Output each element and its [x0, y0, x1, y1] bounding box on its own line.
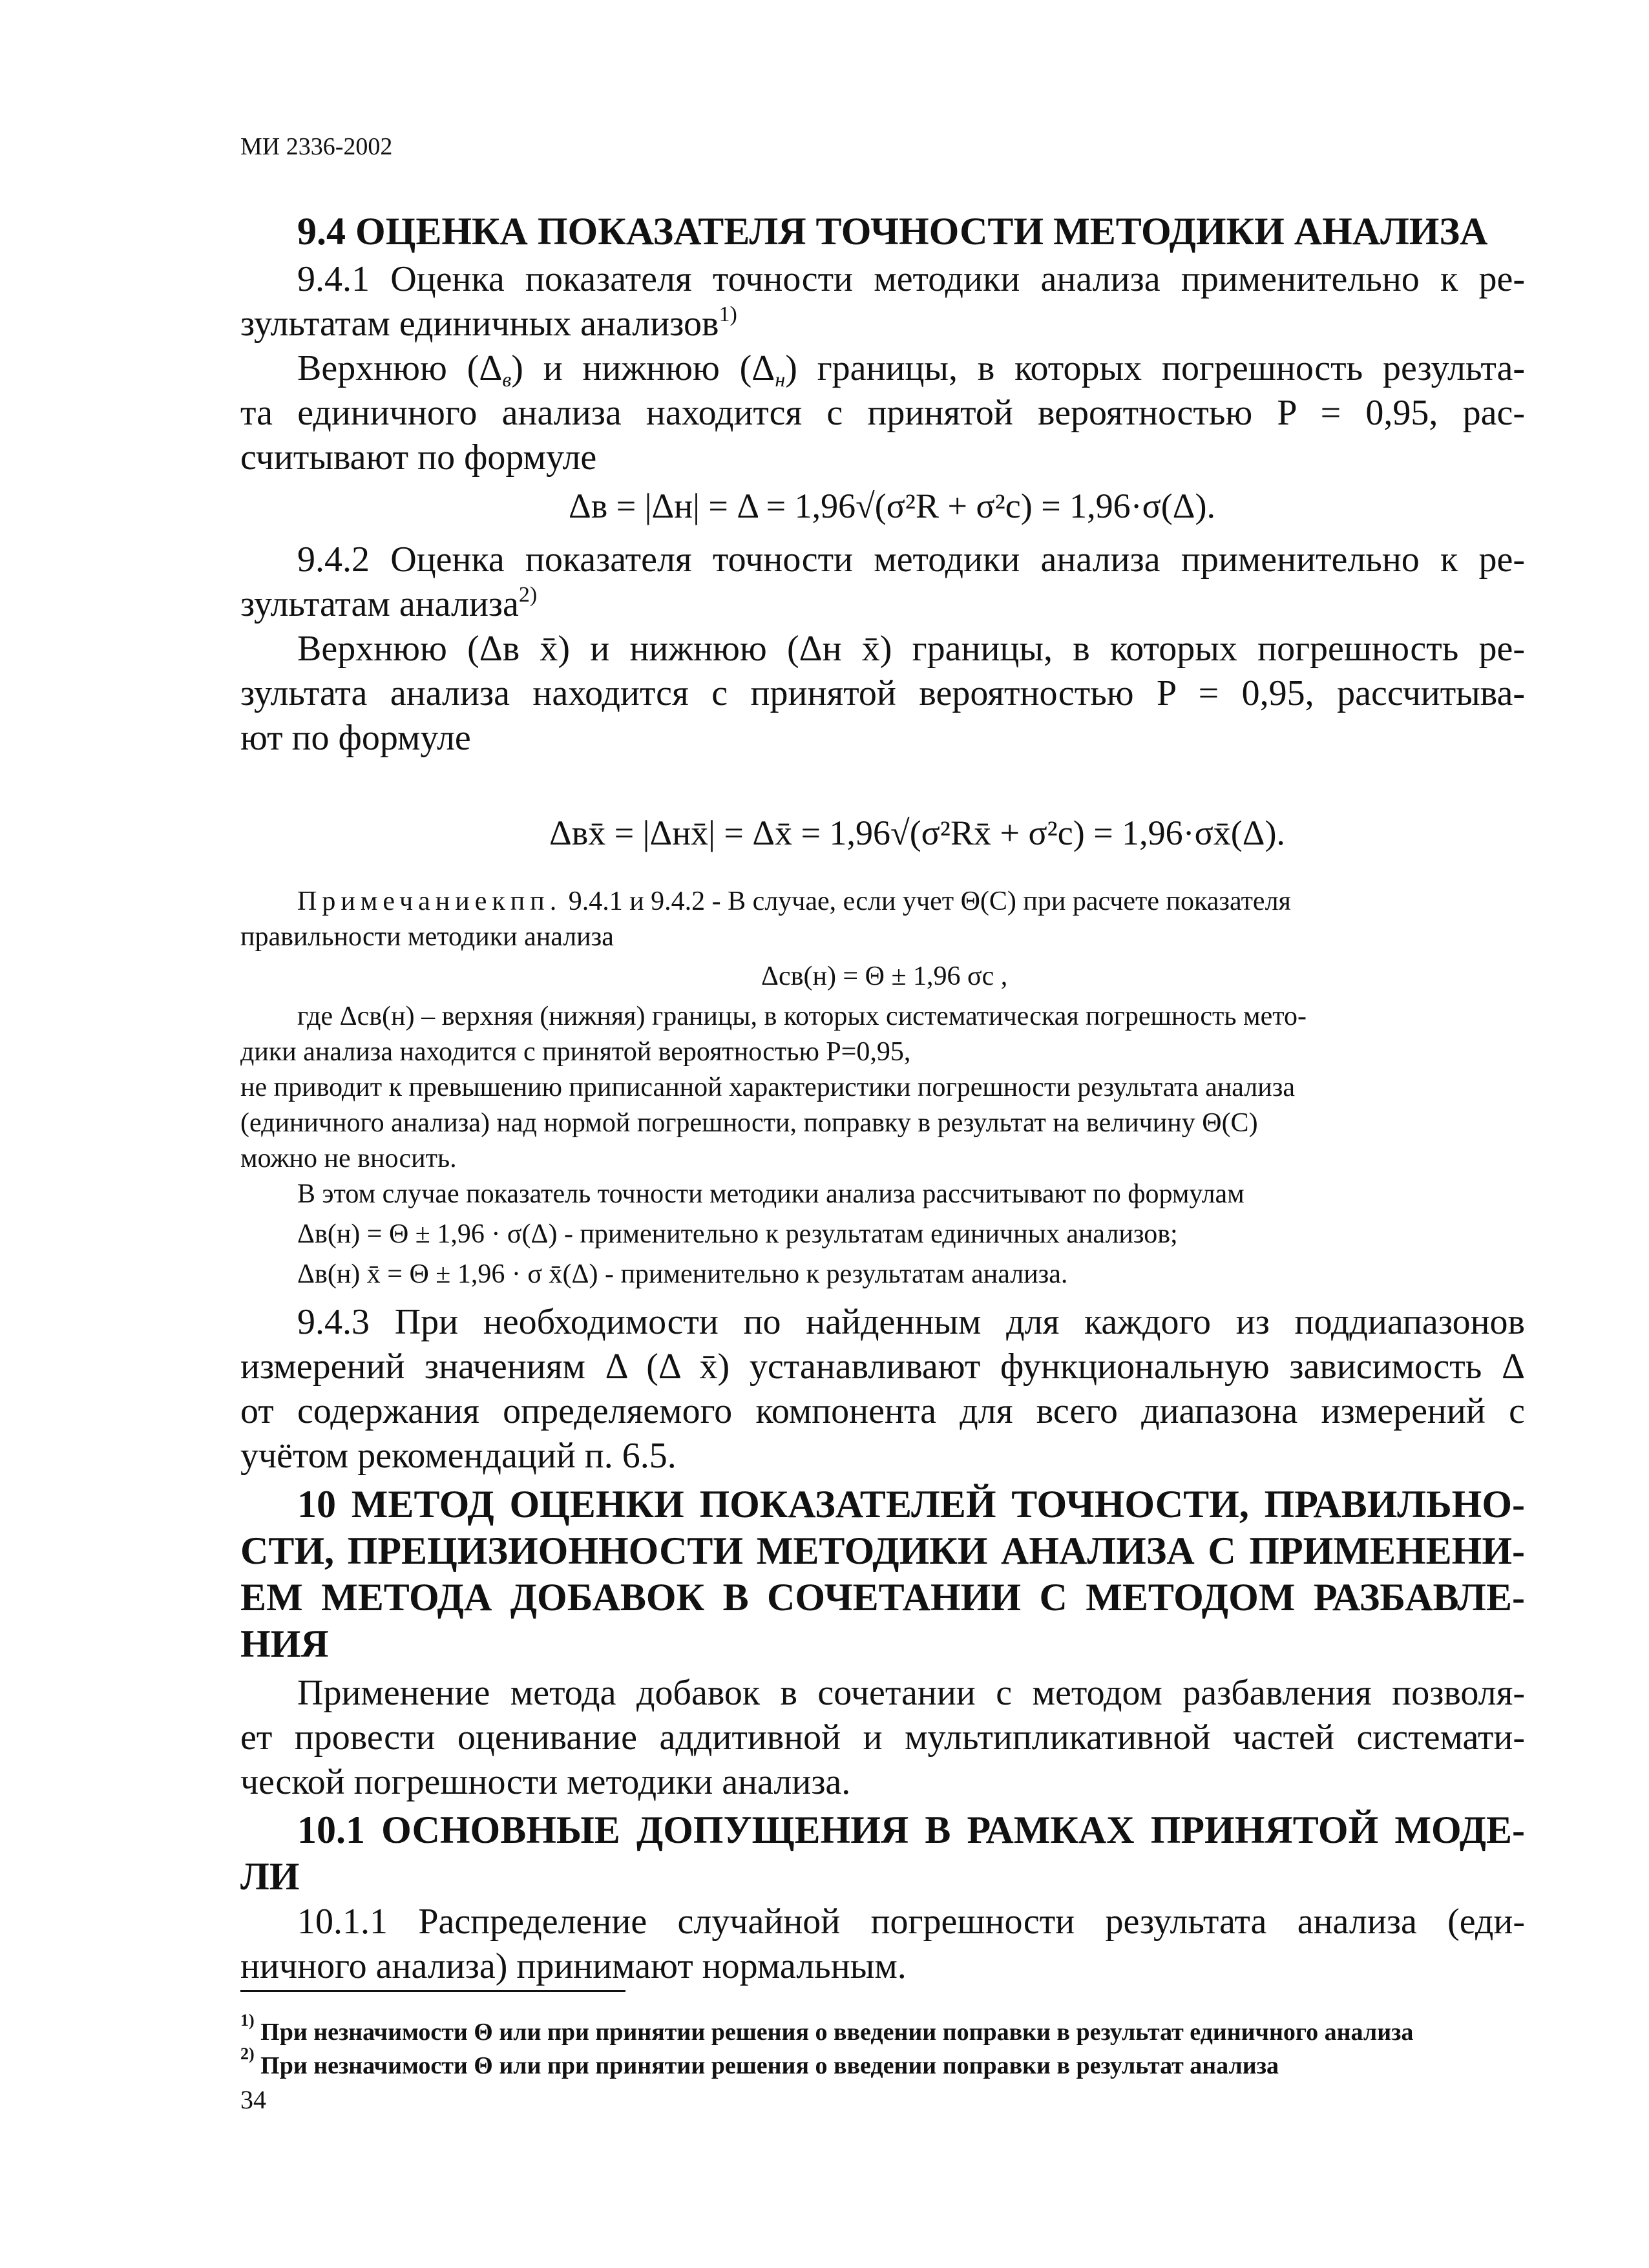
- paragraph-9-4-2-cont: зультатам анализа$^{2)}$: [240, 583, 538, 624]
- paragraph-9-4-2-bounds-l2: зультата анализа находится с принятой вероятностью P = 0,95, рассчитыва-: [240, 673, 1525, 713]
- note-line-3: где Δсв(н) – верхняя (нижняя) границы, в которых систематическая погрешность мето-: [297, 1002, 1307, 1031]
- page-number: 34: [240, 2085, 266, 2114]
- footnote-rule: [240, 1990, 625, 1992]
- paragraph-9-4-1-bounds-l2: та единичного анализа находится с принятой вероятностью P = 0,95, рас-: [240, 393, 1525, 433]
- section-10-heading-l1: 10 МЕТОД ОЦЕНКИ ПОКАЗАТЕЛЕЙ ТОЧНОСТИ, ПРАВИЛЬНО-: [297, 1483, 1525, 1526]
- section-9-4-heading: 9.4 ОЦЕНКА ПОКАЗАТЕЛЯ ТОЧНОСТИ МЕТОДИКИ АНАЛИЗА: [297, 210, 1488, 253]
- note-line-2: правильности методики анализа: [240, 922, 614, 952]
- note-line-4: дики анализа находится с принятой вероятностью P=0,95,: [240, 1037, 911, 1067]
- paragraph-9-4-2-bounds-l3: ют по формуле: [240, 718, 471, 758]
- paragraph-10-1-1: 10.1.1 Распределение случайной погрешности результата анализа (еди-: [297, 1902, 1525, 1942]
- section-10-1-heading-l2: ЛИ: [240, 1855, 300, 1898]
- note-line-6: (единичного анализа) над нормой погрешности, поправку в результат на величину Θ(C): [240, 1108, 1258, 1138]
- note-formula: Δсв(н) = Θ ± 1,96 σс ,: [761, 961, 1008, 991]
- section-10-paragraph-l3: ческой погрешности методики анализа.: [240, 1762, 851, 1802]
- paragraph-9-4-1-cont: зультатам единичных анализов$^{1)}$: [240, 302, 737, 344]
- note-line-7: можно не вносить.: [240, 1144, 457, 1173]
- paragraph-9-4-1-bounds-l3: считывают по формуле: [240, 437, 597, 478]
- section-10-heading-l2: СТИ, ПРЕЦИЗИОННОСТИ МЕТОДИКИ АНАЛИЗА С ПРИМЕНЕНИ-: [240, 1529, 1525, 1572]
- footnote-2: $^{2)}$ При незначимости Θ или при принятии решения о введении поправки в результат анализа: [240, 2044, 1279, 2079]
- section-10-paragraph: Применение метода добавок в сочетании с методом разбавления позволя-: [297, 1673, 1525, 1713]
- paragraph-9-4-3-l4: учётом рекомендаций п. 6.5.: [240, 1436, 677, 1476]
- section-10-heading-l3: ЕМ МЕТОДА ДОБАВОК В СОЧЕТАНИИ С МЕТОДОМ РАЗБАВЛЕ-: [240, 1576, 1525, 1619]
- paragraph-9-4-3-l2: измерений значениям Δ (Δ x̄) устанавливают функциональную зависимость Δ: [240, 1347, 1525, 1387]
- section-10-1-heading-l1: 10.1 ОСНОВНЫЕ ДОПУЩЕНИЯ В РАМКАХ ПРИНЯТОЙ МОДЕ-: [297, 1809, 1525, 1851]
- paragraph-9-4-3: 9.4.3 При необходимости по найденным для каждого из поддиапазонов: [297, 1302, 1525, 1342]
- note-formula-single: Δв(н) = Θ ± 1,96 · σ(Δ) - применительно к результатам единичных анализов;: [297, 1219, 1178, 1249]
- note-line-1: Примечаниекпп. 9.4.1 и 9.4.2 - В случае, если учет Θ(C) при расчете показателя: [297, 887, 1291, 916]
- section-10-heading-l4: НИЯ: [240, 1622, 329, 1665]
- note-formula-result: Δв(н) x̄ = Θ ± 1,96 · σ x̄(Δ) - применительно к результатам анализа.: [297, 1259, 1068, 1289]
- paragraph-9-4-2: 9.4.2 Оценка показателя точности методики анализа применительно к ре-: [297, 540, 1525, 580]
- doc-code: МИ 2336-2002: [240, 133, 393, 160]
- paragraph-9-4-3-l3: от содержания определяемого компонента для всего диапазона измерений с: [240, 1391, 1525, 1431]
- formula-2: Δвx̄ = |Δнx̄| = Δx̄ = 1,96√(σ²Rx̄ + σ²c) = 1,96·σx̄(Δ).: [549, 814, 1285, 852]
- note-line-8: В этом случае показатель точности методики анализа рассчитывают по формулам: [297, 1179, 1245, 1209]
- paragraph-9-4-1: 9.4.1 Оценка показателя точности методики анализа применительно к ре-: [297, 259, 1525, 299]
- note-line-5: не приводит к превышению приписанной характеристики погрешности результата анализа: [240, 1073, 1295, 1102]
- paragraph-10-1-1-l2: ничного анализа) принимают нормальным.: [240, 1946, 907, 1986]
- formula-1: Δв = |Δн| = Δ = 1,96√(σ²R + σ²c) = 1,96·σ(Δ).: [569, 487, 1215, 525]
- section-10-paragraph-l2: ет провести оценивание аддитивной и мультипликативной частей системати-: [240, 1717, 1525, 1758]
- footnote-1: $^{1)}$ При незначимости Θ или при принятии решения о введении поправки в результат единичного анализа: [240, 2011, 1414, 2046]
- paragraph-9-4-2-bounds: Верхнюю (Δв x̄) и нижнюю (Δн x̄) границы, в которых погрешность ре-: [297, 629, 1525, 669]
- paragraph-9-4-1-bounds: Верхнюю $(\Delta_в)$ и нижнюю $(\Delta_н)$ границы, в которых погрешность результа-: [297, 348, 1526, 391]
